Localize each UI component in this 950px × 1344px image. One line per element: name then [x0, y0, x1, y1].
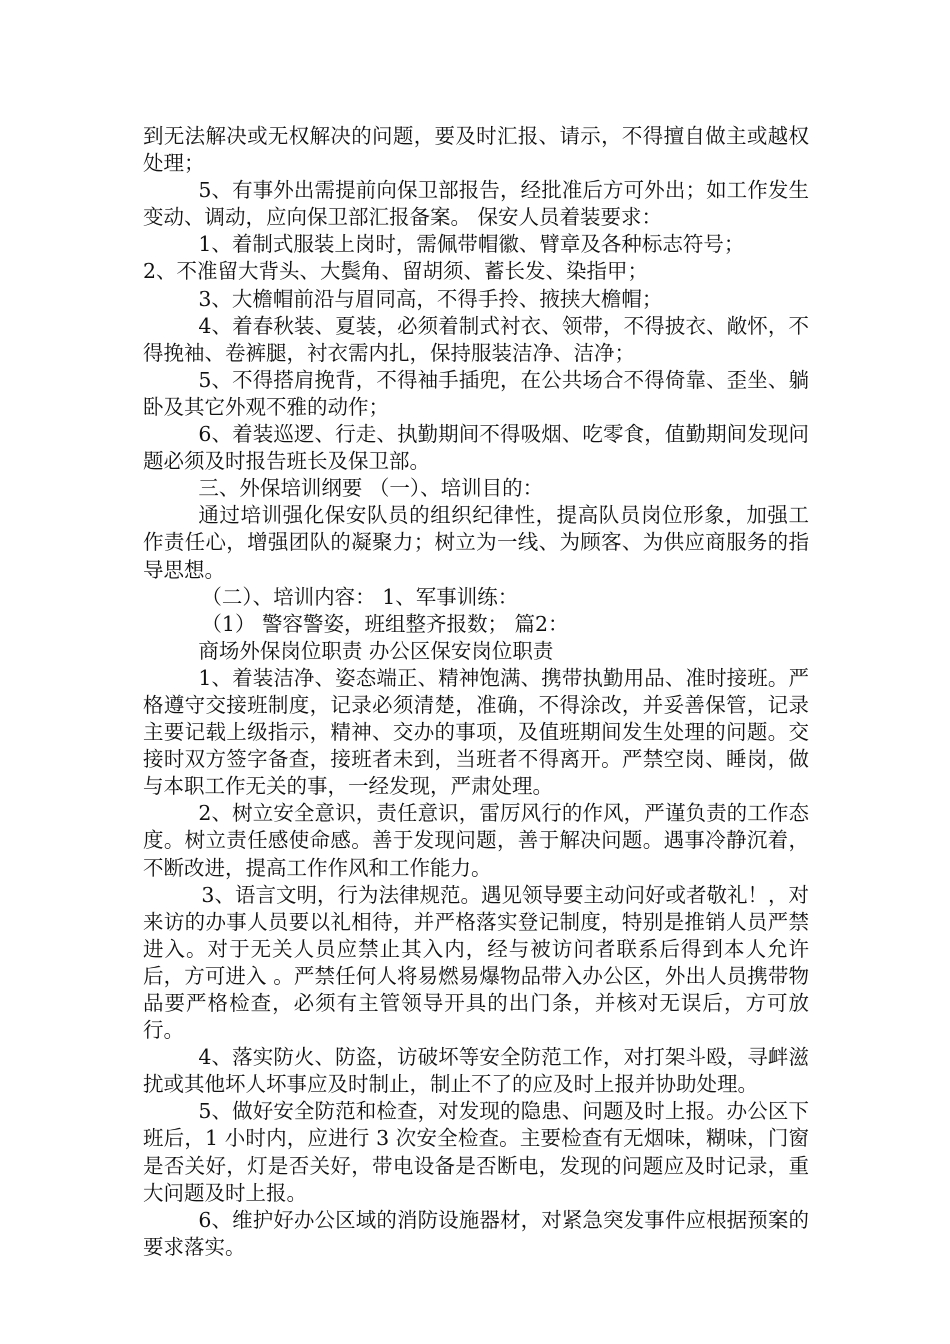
heading-office-security-duties: 商场外保岗位职责 办公区保安岗位职责: [198, 638, 554, 663]
paragraph-dress-5: 5、不得搭肩挽背，不得袖手插兜，在公共场合不得倚靠、歪坐、躺卧及其它外观不雅的动作；: [143, 367, 809, 419]
paragraph-duty-3: 3、语言文明，行为法律规范。遇见领导要主动问好或者敬礼！，对来访的办事人员要以礼相待，并严格落实登记制度，特别是推销人员严禁进入。对于无关人员应禁止其入内，经与被访问者联系后得到本人允许后，方可进入 。严禁任何人将易燃易爆物品带入办公区，外出人员携带物品要严格检查，必须有主管领导开具的出门条，并核对无误后，方可放行。: [143, 882, 809, 1043]
paragraph-duty-2: 2、树立安全意识，责任意识，雷厉风行的作风，严谨负责的工作态度。树立责任感使命感。善于发现问题，善于解决问题。遇事冷静沉着，不断改进，提高工作作风和工作能力。: [143, 801, 809, 880]
paragraph-item-5-report: 5、有事外出需提前向保卫部报告，经批准后方可外出；如工作发生变动、调动，应向保卫部汇报备案。 保安人员着装要求：: [143, 178, 809, 230]
paragraph-dress-4: 4、着春秋装、夏装，必须着制式衬衣、领带，不得披衣、敞怀，不得挽袖、卷裤腿，衬衣需内扎，保持服装洁净、洁净；: [143, 313, 809, 365]
paragraph-duty-5: 5、做好安全防范和检查，对发现的隐患、问题及时上报。办公区下班后，1 小时内，应进行 3 次安全检查。主要检查有无烟味，糊味，门窗是否关好，灯是否关好，带电设备是否断电，发现的问题应及时记录，重大问题及时上报。: [143, 1099, 809, 1205]
paragraph-duty-1: 1、着装洁净、姿态端正、精神饱满、携带执勤用品、准时接班。严格遵守交接班制度，记录必须清楚，准确，不得涂改，并妥善保管，记录主要记载上级指示，精神、交办的事项，及值班期间发生处理的问题。交接时双方签字备查，接班者未到，当班者不得离开。严禁空岗、睡岗，做与本职工作无关的事，一经发现，严肃处理。: [143, 665, 809, 799]
paragraph-dress-3: 3、大檐帽前沿与眉同高，不得手拎、掖挟大檐帽；: [198, 286, 663, 311]
paragraph-military-posture: （1） 警容警姿，班组整齐报数； 篇2：: [201, 611, 569, 636]
paragraph-dress-6: 6、着装巡逻、行走、执勤期间不得吸烟、吃零食，值勤期间发现问题必须及时报告班长及保卫部。: [143, 422, 809, 474]
paragraph-dress-1: 1、着制式服装上岗时，需佩带帽徽、臂章及各种标志符号；: [198, 232, 745, 257]
section-heading-training-outline: 三、外保培训纲要 （一）、培训目的：: [198, 476, 544, 501]
paragraph-duty-4: 4、落实防火、防盗，访破坏等安全防范工作，对打架斗殴，寻衅滋扰或其他坏人坏事应及时制止，制止不了的应及时上报并协助处理。: [143, 1045, 809, 1097]
document-body: [143, 123, 809, 1261]
paragraph-dress-2: 2、不准留大背头、大鬓角、留胡须、蓄长发、染指甲；: [143, 259, 649, 284]
paragraph-duty-6: 6、维护好办公区域的消防设施器材，对紧急突发事件应根据预案的要求落实。: [143, 1207, 809, 1259]
paragraph-training-content: （二）、培训内容： 1、军事训练：: [201, 584, 519, 609]
paragraph-continuation: 到无法解决或无权解决的问题，要及时汇报、请示，不得擅自做主或越权处理；: [143, 124, 809, 176]
paragraph-training-purpose: 通过培训强化保安队员的组织纪律性，提高队员岗位形象，加强工作责任心，增强团队的凝聚力；树立为一线、为顾客、为供应商服务的指导思想。: [143, 503, 809, 582]
